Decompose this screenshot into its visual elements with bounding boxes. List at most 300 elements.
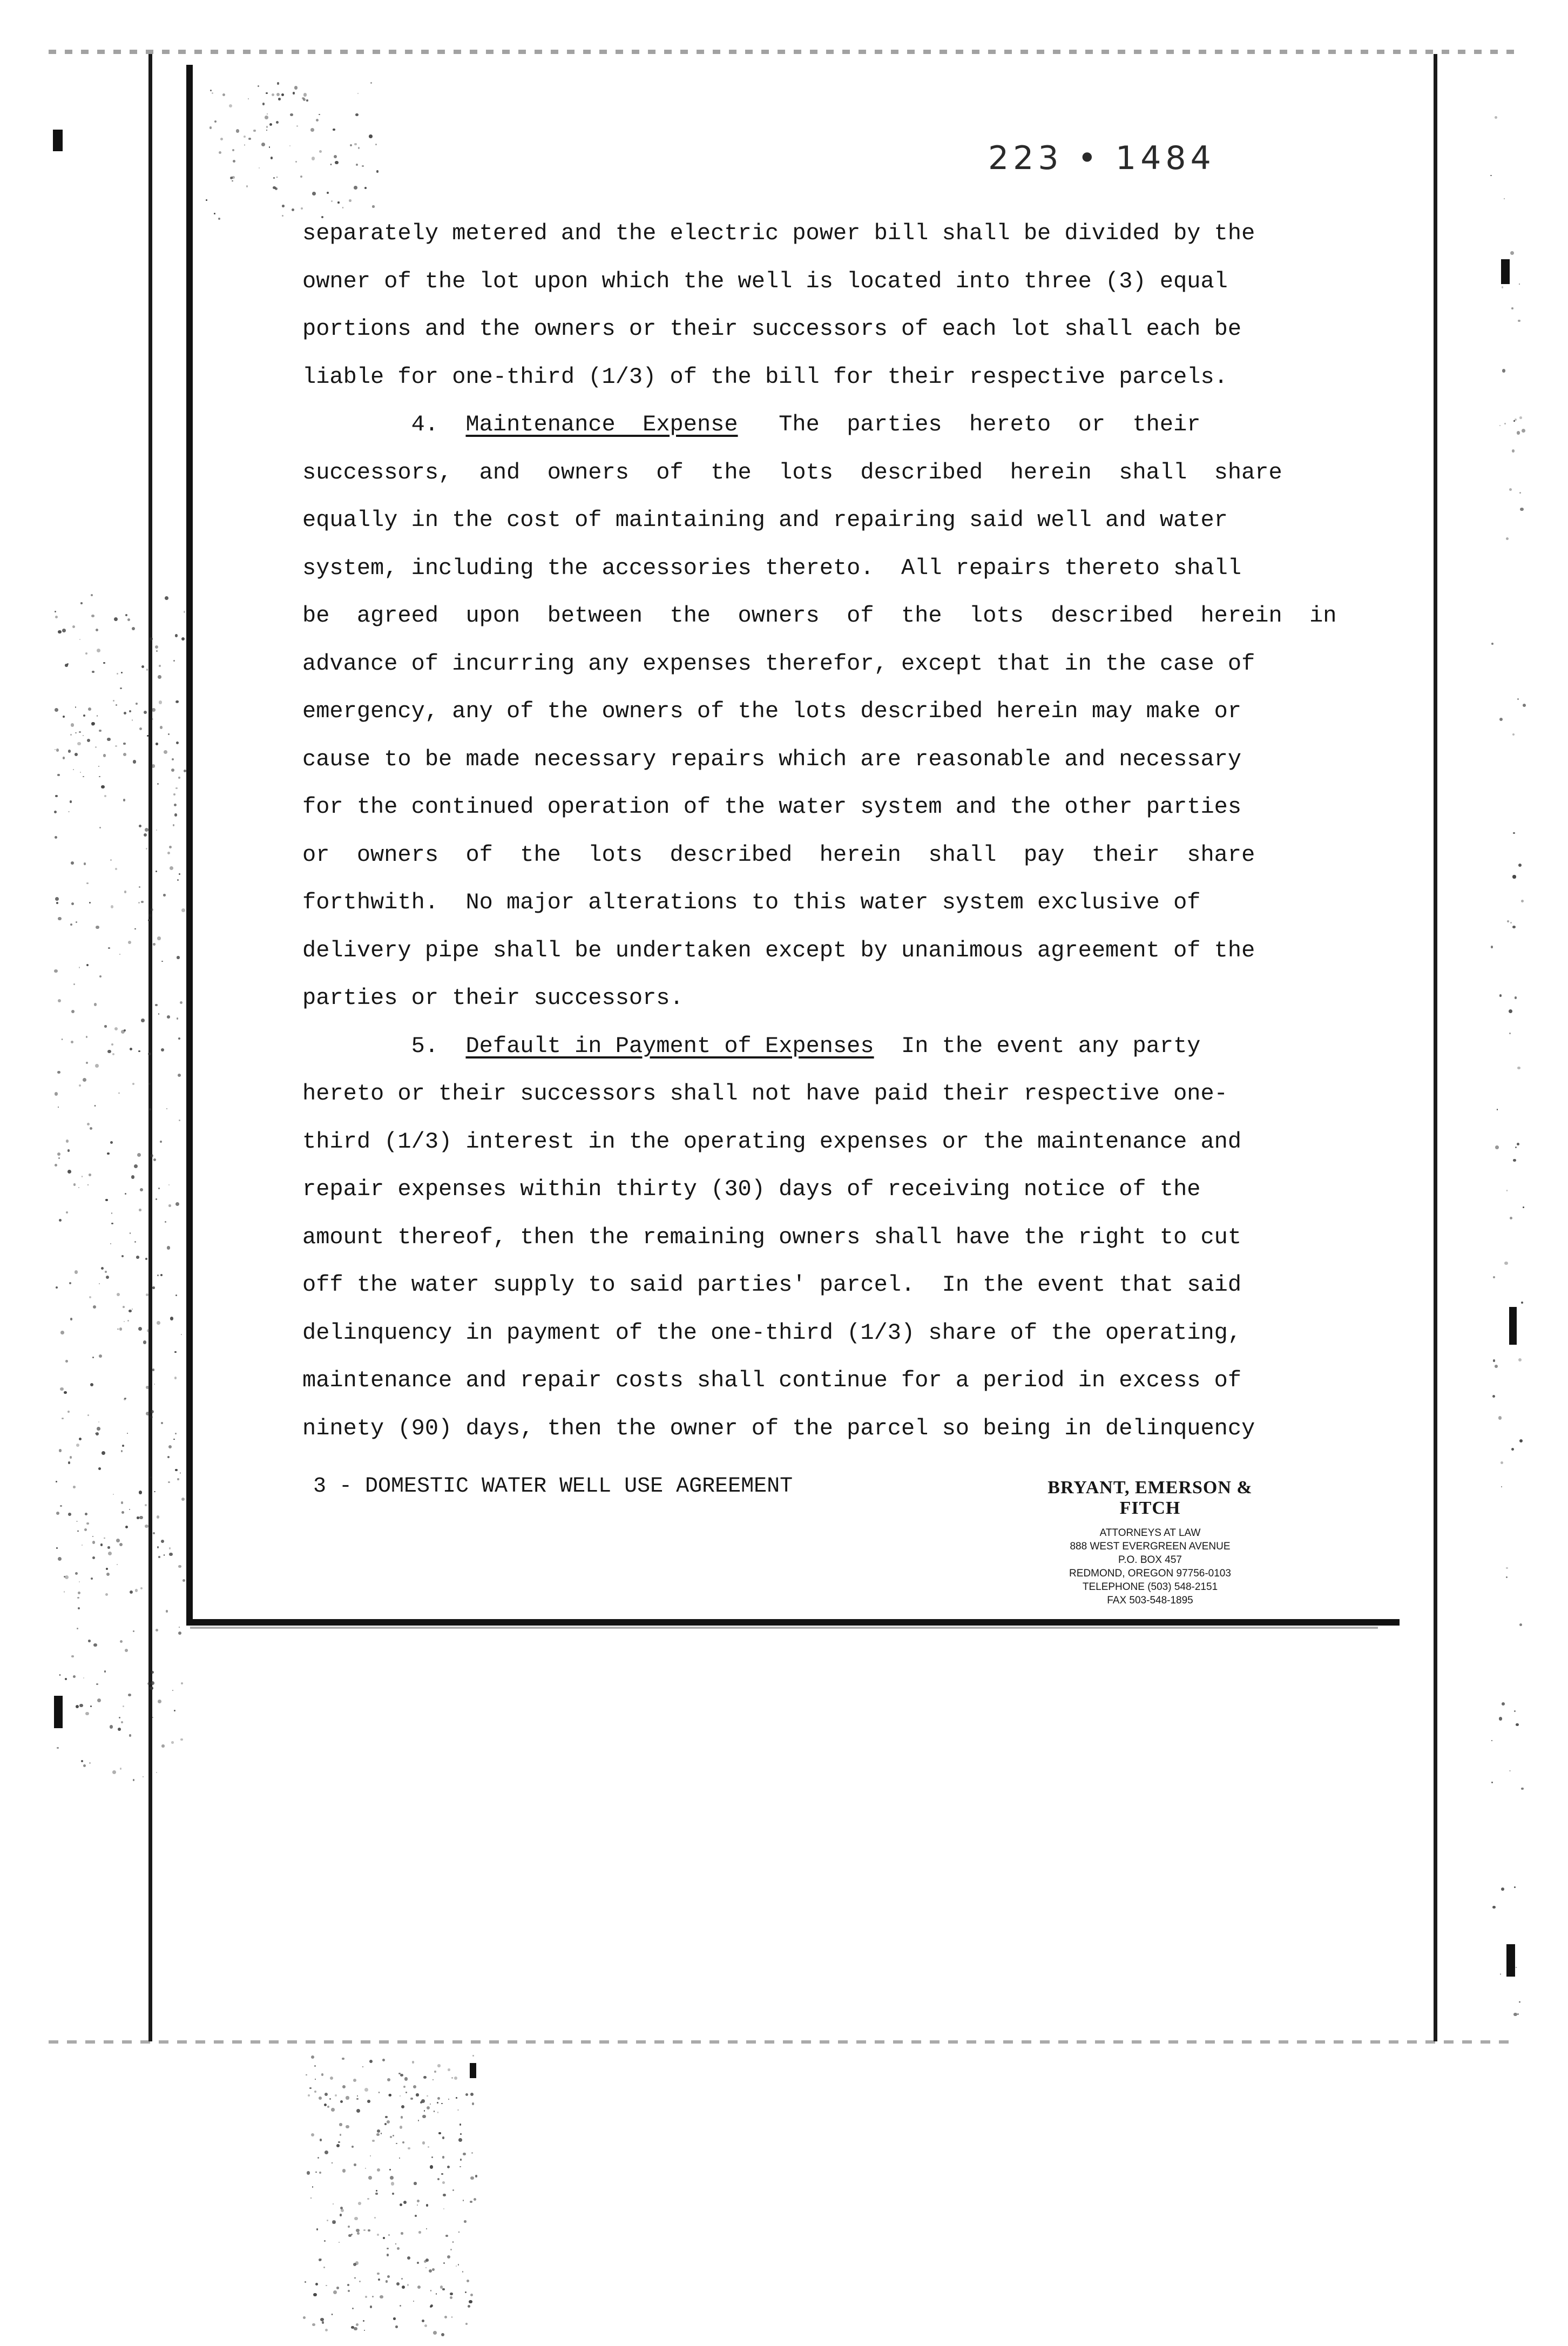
speckle <box>128 941 131 944</box>
speckle <box>56 1286 58 1289</box>
speckle <box>119 1327 122 1330</box>
speckle <box>154 1491 156 1493</box>
speckle <box>167 852 170 854</box>
speckle <box>77 1597 79 1599</box>
body-text-run: delinquency in payment of the one-third (1/3) share of the operating, <box>302 1319 1242 1346</box>
speckle <box>180 1472 181 1474</box>
speckle <box>161 1422 163 1424</box>
speckle <box>289 145 290 146</box>
body-text-run: third (1/3) interest in the operating expenses or the maintenance and <box>302 1128 1242 1155</box>
speckle <box>269 146 270 147</box>
speckle <box>1519 2001 1520 2003</box>
speckle <box>400 2095 401 2096</box>
speckle <box>359 2281 361 2282</box>
body-text-run: In the event any party <box>874 1033 1201 1059</box>
speckle <box>400 2074 403 2077</box>
body-text-run: equally in the cost of maintaining and repairing said well and water <box>302 507 1228 533</box>
speckle <box>236 129 239 132</box>
speckle <box>56 902 58 904</box>
speckle <box>95 746 97 748</box>
speckle <box>460 2159 462 2161</box>
speckle <box>377 2129 380 2133</box>
speckle <box>146 848 147 850</box>
speckle <box>417 2200 420 2202</box>
speckle <box>417 2286 421 2289</box>
speckle <box>1492 1906 1496 1909</box>
speckle <box>1516 1723 1518 1726</box>
speckle <box>424 2260 427 2263</box>
speckle <box>67 1411 70 1413</box>
speckle <box>353 2263 356 2266</box>
body-line <box>302 879 1301 927</box>
speckle <box>104 795 106 797</box>
speckle <box>155 645 158 649</box>
speckle <box>244 144 246 146</box>
speckle <box>73 1486 76 1488</box>
speckle <box>1509 1770 1510 1771</box>
speckle <box>395 2243 396 2244</box>
speckle <box>86 1522 89 1525</box>
speckle <box>430 2165 433 2168</box>
speckle <box>380 2295 383 2299</box>
speckle <box>152 1717 153 1718</box>
speckle <box>437 2102 438 2104</box>
speckle <box>166 1108 168 1110</box>
speckle <box>315 2283 318 2286</box>
speckle <box>180 1738 183 1741</box>
speckle <box>57 1152 60 1156</box>
speckle <box>463 2200 464 2201</box>
speckle <box>332 2314 333 2315</box>
speckle <box>276 121 279 124</box>
speckle <box>65 1678 67 1680</box>
speckle <box>178 777 181 779</box>
body-text-run: portions and the owners or their successors of each lot shall each be <box>302 316 1242 342</box>
speckle <box>1499 425 1501 427</box>
speckle <box>1506 1576 1508 1578</box>
speckle <box>141 665 145 669</box>
speckle <box>434 2111 435 2112</box>
speckle <box>83 714 86 717</box>
speckle <box>320 2318 323 2321</box>
firm-address-line: P.O. BOX 457 <box>1118 1554 1182 1566</box>
speckle <box>150 1477 151 1478</box>
speckle <box>139 1516 143 1519</box>
speckle <box>86 882 89 885</box>
speckle <box>330 164 332 165</box>
edge-mark <box>53 130 63 151</box>
speckle <box>356 2323 359 2326</box>
speckle <box>391 2182 394 2185</box>
speckle <box>1507 920 1509 922</box>
speckle <box>1504 423 1506 424</box>
speckle <box>55 749 56 750</box>
speckle <box>397 2247 400 2250</box>
speckle <box>340 2134 341 2135</box>
speckle <box>59 1674 60 1675</box>
speckle <box>403 2201 407 2204</box>
speckle <box>448 2068 450 2071</box>
speckle <box>350 144 352 146</box>
speckle <box>83 1764 86 1767</box>
speckle <box>412 2061 414 2063</box>
body-text-run: emergency, any of the owners of the lots described herein may make or <box>302 698 1242 724</box>
speckle <box>1516 1967 1517 1968</box>
speckle <box>1495 116 1497 119</box>
speckle <box>55 1164 57 1167</box>
speckle <box>450 2249 452 2250</box>
speckle <box>87 1184 89 1185</box>
speckle <box>66 1140 69 1142</box>
speckle <box>147 1329 150 1332</box>
speckle <box>384 2123 387 2125</box>
speckle <box>175 1433 177 1434</box>
speckle <box>333 2290 337 2294</box>
speckle <box>104 1670 106 1673</box>
body-line <box>302 974 1301 1022</box>
speckle <box>425 2267 427 2268</box>
speckle <box>68 811 69 812</box>
speckle <box>156 830 157 831</box>
section-heading: Default in Payment of Expenses <box>465 1033 874 1059</box>
speckle <box>1523 704 1526 707</box>
speckle <box>354 143 356 145</box>
speckle <box>413 2085 416 2088</box>
speckle <box>324 2240 326 2242</box>
speckle <box>83 735 84 737</box>
speckle <box>376 170 379 173</box>
speckle <box>1514 1710 1516 1712</box>
speckle <box>1523 1206 1524 1208</box>
speckle <box>422 2320 424 2322</box>
speckle <box>457 2109 458 2111</box>
speckle <box>165 1221 166 1223</box>
speckle <box>123 1705 124 1707</box>
speckle <box>129 1509 130 1510</box>
speckle <box>165 596 168 600</box>
speckle <box>248 98 249 99</box>
body-text-run: system, including the accessories thereto. All repairs thereto shall <box>302 555 1242 581</box>
speckle <box>75 732 77 734</box>
speckle <box>158 1700 161 1703</box>
speckle <box>96 1432 99 1435</box>
speckle <box>77 1628 78 1629</box>
speckle <box>459 2123 461 2125</box>
speckle <box>83 1078 86 1082</box>
body-text-run: amount thereof, then the remaining owners shall have the right to cut <box>302 1224 1242 1250</box>
footer-document-title: 3 - DOMESTIC WATER WELL USE AGREEMENT <box>313 1474 793 1499</box>
speckle <box>372 2140 375 2142</box>
speckle <box>97 715 98 717</box>
speckle <box>276 177 278 178</box>
speckle <box>222 93 225 96</box>
speckle <box>1504 1262 1508 1265</box>
speckle <box>441 2173 443 2175</box>
speckle <box>401 2105 404 2108</box>
speckle <box>106 1573 110 1576</box>
speckle <box>1493 1359 1495 1361</box>
speckle <box>170 866 173 870</box>
speckle <box>1495 1145 1498 1149</box>
speckle <box>230 177 233 179</box>
speckle <box>71 861 74 865</box>
speckle <box>158 675 161 679</box>
speckle <box>108 1552 112 1555</box>
speckle <box>107 1152 109 1155</box>
speckle <box>144 711 147 714</box>
speckle <box>168 1184 170 1185</box>
speckle <box>437 2112 439 2113</box>
speckle <box>1519 416 1522 419</box>
speckle <box>354 2327 357 2330</box>
speckle <box>315 2172 316 2173</box>
speckle <box>58 1157 60 1159</box>
speckle <box>181 637 185 641</box>
speckle <box>111 1043 113 1046</box>
speckle <box>67 1149 70 1151</box>
speckle <box>1504 198 1505 199</box>
speckle <box>68 750 71 752</box>
page-border-shadow <box>190 1627 1378 1629</box>
speckle <box>169 1547 171 1549</box>
speckle <box>460 2133 462 2135</box>
speckle <box>130 1048 132 1050</box>
speckle <box>105 1271 107 1273</box>
speckle <box>90 1127 92 1130</box>
speckle <box>56 1547 58 1549</box>
speckle <box>1521 900 1524 902</box>
speckle <box>155 1004 157 1006</box>
speckle <box>437 2097 440 2100</box>
speckle <box>447 2166 450 2168</box>
speckle <box>108 947 110 949</box>
speckle <box>330 2077 333 2080</box>
firm-address-line: ATTORNEYS AT LAW <box>1099 1527 1201 1539</box>
speckle <box>1511 1448 1514 1451</box>
speckle <box>290 113 293 117</box>
speckle <box>161 1540 164 1543</box>
body-line <box>302 1357 1301 1405</box>
body-text-run: 5. <box>411 1033 466 1059</box>
speckle <box>370 2155 371 2156</box>
speckle <box>98 1467 101 1470</box>
speckle <box>443 2194 445 2196</box>
speckle <box>181 908 185 912</box>
speckle <box>148 914 152 917</box>
speckle <box>432 2079 434 2080</box>
speckle <box>1501 1486 1503 1488</box>
speckle <box>410 2098 413 2100</box>
speckle <box>55 616 58 618</box>
speckle <box>353 2079 356 2082</box>
speckle <box>399 2158 400 2159</box>
speckle <box>76 921 77 923</box>
speckle <box>121 1511 124 1514</box>
speckle <box>422 2141 425 2144</box>
speckle <box>120 1640 123 1643</box>
speckle <box>210 90 212 92</box>
speckle <box>88 707 91 711</box>
speckle <box>172 1690 173 1691</box>
speckle <box>388 2094 391 2097</box>
speckle <box>152 718 153 720</box>
speckle <box>110 1141 113 1144</box>
speckle <box>456 2266 457 2267</box>
speckle <box>152 764 156 768</box>
speckle <box>127 618 130 621</box>
page-number: 223 • 1484 <box>988 139 1215 177</box>
speckle <box>143 1340 146 1344</box>
speckle <box>1498 1416 1502 1419</box>
speckle <box>431 2156 433 2158</box>
speckle <box>333 2221 335 2223</box>
speckle <box>379 2092 380 2093</box>
scan-artifact-bottom <box>49 2040 1517 2044</box>
speckle <box>148 1053 151 1056</box>
speckle <box>76 1444 79 1447</box>
speckle <box>354 2163 356 2166</box>
speckle <box>458 2232 459 2233</box>
speckle <box>70 1456 72 1459</box>
speckle <box>430 2104 431 2105</box>
speckle <box>471 2152 474 2154</box>
speckle <box>98 766 99 767</box>
speckle <box>349 199 352 202</box>
speckle <box>133 1779 134 1781</box>
speckle <box>150 1687 153 1690</box>
speckle <box>1491 946 1493 948</box>
speckle <box>356 2229 360 2233</box>
speckle <box>167 1456 170 1458</box>
speckle <box>164 750 167 754</box>
speckle <box>467 2280 470 2283</box>
body-line <box>302 449 1301 497</box>
speckle <box>103 662 105 664</box>
speckle <box>310 128 314 132</box>
speckle <box>117 1293 120 1296</box>
speckle <box>96 1683 98 1686</box>
speckle <box>277 82 279 84</box>
speckle <box>153 943 156 946</box>
speckle <box>115 745 117 747</box>
speckle <box>1519 284 1520 285</box>
speckle <box>314 2091 316 2093</box>
body-text-run: for the continued operation of the water system and the other parties <box>302 794 1242 820</box>
speckle <box>120 687 122 690</box>
speckle <box>364 187 367 189</box>
speckle <box>173 824 175 826</box>
speckle <box>365 2168 367 2169</box>
speckle <box>422 2115 425 2118</box>
speckle <box>132 719 133 721</box>
speckle <box>85 1712 89 1715</box>
speckle <box>1522 429 1525 433</box>
scan-border-right <box>1434 54 1437 2041</box>
speckle <box>320 2139 322 2141</box>
speckle <box>99 827 101 828</box>
speckle <box>58 1557 62 1561</box>
firm-address-line: 888 WEST EVERGREEN AVENUE <box>1070 1541 1231 1552</box>
speckle <box>79 1438 82 1440</box>
speckle <box>313 2293 317 2297</box>
speckle <box>89 1762 91 1764</box>
speckle <box>90 1705 92 1707</box>
speckle <box>1502 1702 1505 1705</box>
speckle <box>183 1579 185 1582</box>
speckle <box>363 2229 365 2231</box>
speckle <box>220 138 223 140</box>
speckle <box>141 1019 144 1022</box>
speckle <box>86 1062 88 1064</box>
speckle <box>156 1772 157 1773</box>
speckle <box>75 706 76 707</box>
speckle <box>262 103 265 105</box>
speckle <box>171 768 174 772</box>
speckle <box>1506 1567 1508 1569</box>
speckle <box>1512 875 1516 878</box>
body-line <box>302 1022 1301 1070</box>
speckle <box>442 2156 444 2158</box>
speckle <box>71 902 74 905</box>
speckle <box>99 1354 102 1358</box>
speckle <box>79 1581 80 1582</box>
body-text-run: owner of the lot upon which the well is located into three (3) equal <box>302 268 1228 294</box>
speckle <box>73 983 75 985</box>
body-line <box>302 496 1301 544</box>
speckle <box>163 894 166 896</box>
speckle <box>1512 733 1515 736</box>
speckle <box>429 2269 432 2273</box>
speckle <box>329 2098 331 2100</box>
speckle <box>175 787 177 789</box>
speckle <box>338 2141 340 2143</box>
speckle <box>84 1528 87 1531</box>
speckle <box>441 2103 442 2104</box>
speckle <box>1515 996 1517 999</box>
speckle <box>170 1317 174 1320</box>
speckle <box>175 1469 178 1472</box>
scan-border-left <box>148 54 152 2041</box>
speckle <box>403 2086 405 2088</box>
speckle <box>1491 643 1493 645</box>
speckle <box>78 1592 80 1594</box>
speckle <box>121 672 123 674</box>
speckle <box>440 2286 443 2288</box>
speckle <box>312 192 316 196</box>
speckle <box>442 2136 444 2139</box>
speckle <box>171 1741 174 1744</box>
body-line <box>302 353 1301 401</box>
speckle <box>282 215 283 217</box>
speckle <box>79 1704 83 1708</box>
speckle <box>368 2176 372 2180</box>
speckle <box>157 1515 159 1518</box>
speckle <box>1500 1973 1501 1974</box>
speckle <box>356 164 358 166</box>
speckle <box>75 1572 78 1575</box>
speckle <box>369 2060 373 2063</box>
speckle <box>169 1553 172 1556</box>
body-text-run: advance of incurring any expenses therefor, except that in the case of <box>302 650 1255 677</box>
speckle <box>1491 1740 1492 1741</box>
speckle <box>1501 1887 1504 1891</box>
speckle <box>308 2094 310 2096</box>
speckle <box>149 1108 151 1110</box>
speckle <box>161 1744 165 1748</box>
speckle <box>282 205 285 207</box>
speckle <box>465 2093 468 2096</box>
speckle <box>125 1526 129 1529</box>
